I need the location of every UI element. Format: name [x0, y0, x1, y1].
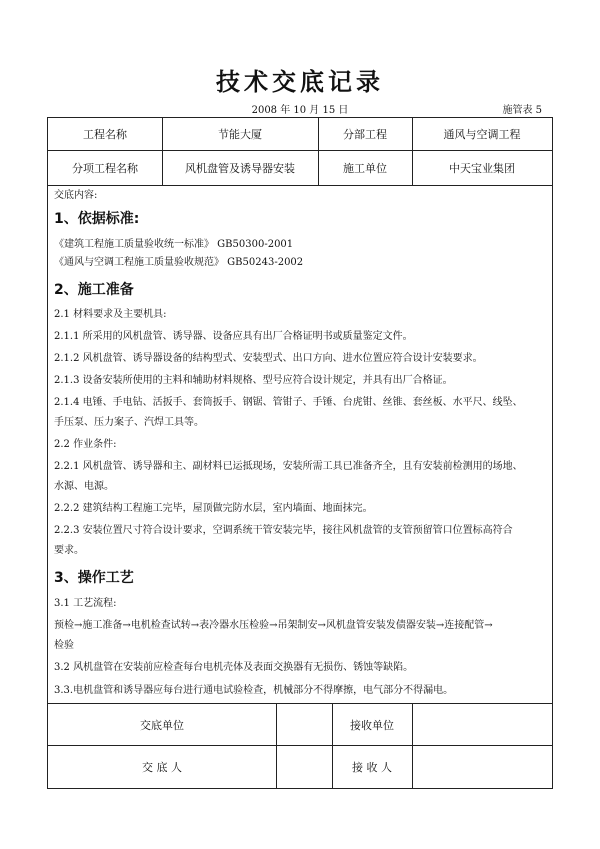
content-line: 3.3.电机盘管和诱导器应每台进行通电试验检查，机械部分不得摩擦，电气部分不得漏电。: [54, 685, 454, 696]
signature-row-persons: [48, 746, 552, 788]
receiver-unit-label: 接收单位: [350, 718, 394, 732]
section-heading-standards: 1、依据标准:: [54, 211, 140, 227]
receiver-person-value[interactable]: [412, 746, 552, 788]
receiver-unit-value[interactable]: [412, 704, 552, 745]
subproject-name-label: 分项工程名称: [72, 162, 138, 175]
form-number: 施管表 5: [502, 105, 542, 116]
section-heading-process: 3、操作工艺: [54, 570, 134, 586]
contractor-value: 中天宝业集团: [449, 162, 515, 175]
issuer-person-value[interactable]: [276, 746, 332, 788]
content-line: 《建筑工程施工质量验收统一标准》 GB50300-2001: [54, 239, 294, 250]
content-label: 交底内容:: [54, 190, 98, 201]
document-date: 2008 年 10 月 15 日: [251, 105, 349, 116]
project-name-label: 工程名称: [83, 128, 127, 141]
issuer-unit-value[interactable]: [276, 704, 332, 745]
content-line: 2.1.4 电锤、手电钻、活扳手、套筒扳手、钢锯、管钳子、手锤、台虎钳、丝锥、套丝板、水平尺、线坠、: [54, 397, 523, 408]
content-line: 水源、电源。: [54, 481, 114, 492]
info-row-subproject: [48, 151, 552, 186]
content-line: 2.2 作业条件:: [54, 439, 117, 450]
record-table: [47, 117, 553, 789]
signature-row-units: [48, 703, 552, 746]
issuer-person-label: 交 底 人: [142, 761, 182, 774]
content-line: 2.2.2 建筑结构工程施工完毕，屋顶做完防水层，室内墙面、地面抹完。: [54, 503, 373, 514]
division-label: 分部工程: [343, 128, 387, 141]
content-line: 检验: [54, 640, 74, 651]
content-line: 2.2.3 安装位置尺寸符合设计要求，空调系统干管安装完毕，接往风机盘管的支管预留管口位置标高符合: [54, 525, 513, 536]
content-line: 2.1.3 设备安装所使用的主料和辅助材料规格、型号应符合设计规定，并具有出厂合格证。: [54, 375, 453, 386]
contractor-label: 施工单位: [343, 162, 387, 175]
subproject-name-value: 风机盘管及诱导器安装: [185, 162, 295, 175]
project-name-value: 节能大厦: [218, 128, 262, 141]
content-line: 2.1.1 所采用的风机盘管、诱导器、设备应具有出厂合格证明书或质量鉴定文件。: [54, 331, 413, 342]
section-heading-preparation: 2、施工准备: [54, 282, 134, 298]
issuer-unit-label: 交底单位: [140, 718, 184, 732]
content-line: 2.1.2 风机盘管、诱导器设备的结构型式、安装型式、出口方向、进水位置应符合设计安装要求。: [54, 353, 483, 364]
document-title: 技术交底记录: [216, 68, 384, 96]
content-line: 2.1 材料要求及主要机具:: [54, 309, 167, 320]
content-line: 3.2 风机盘管在安装前应检查每台电机壳体及表面交换器有无损伤、锈蚀等缺陷。: [54, 662, 414, 673]
content-line: 手压泵、压力案子、汽焊工具等。: [54, 417, 204, 428]
content-line: 要求。: [54, 545, 84, 556]
content-line: 3.1 工艺流程:: [54, 598, 117, 609]
content-line: 《通风与空调工程施工质量验收规范》 GB50243-2002: [54, 257, 304, 268]
info-row-project: [48, 118, 552, 151]
content-line: 预检→施工准备→电机检查试转→表冷器水压检验→吊架制安→风机盘管安装发债器安装→连接配管→: [54, 620, 493, 631]
receiver-person-label: 接 收 人: [352, 761, 392, 774]
division-value: 通风与空调工程: [443, 128, 521, 141]
content-line: 2.2.1 风机盘管、诱导器和主、副材料已运抵现场，安装所需工具已准备齐全，且有安装前检测用的场地、: [54, 461, 523, 472]
